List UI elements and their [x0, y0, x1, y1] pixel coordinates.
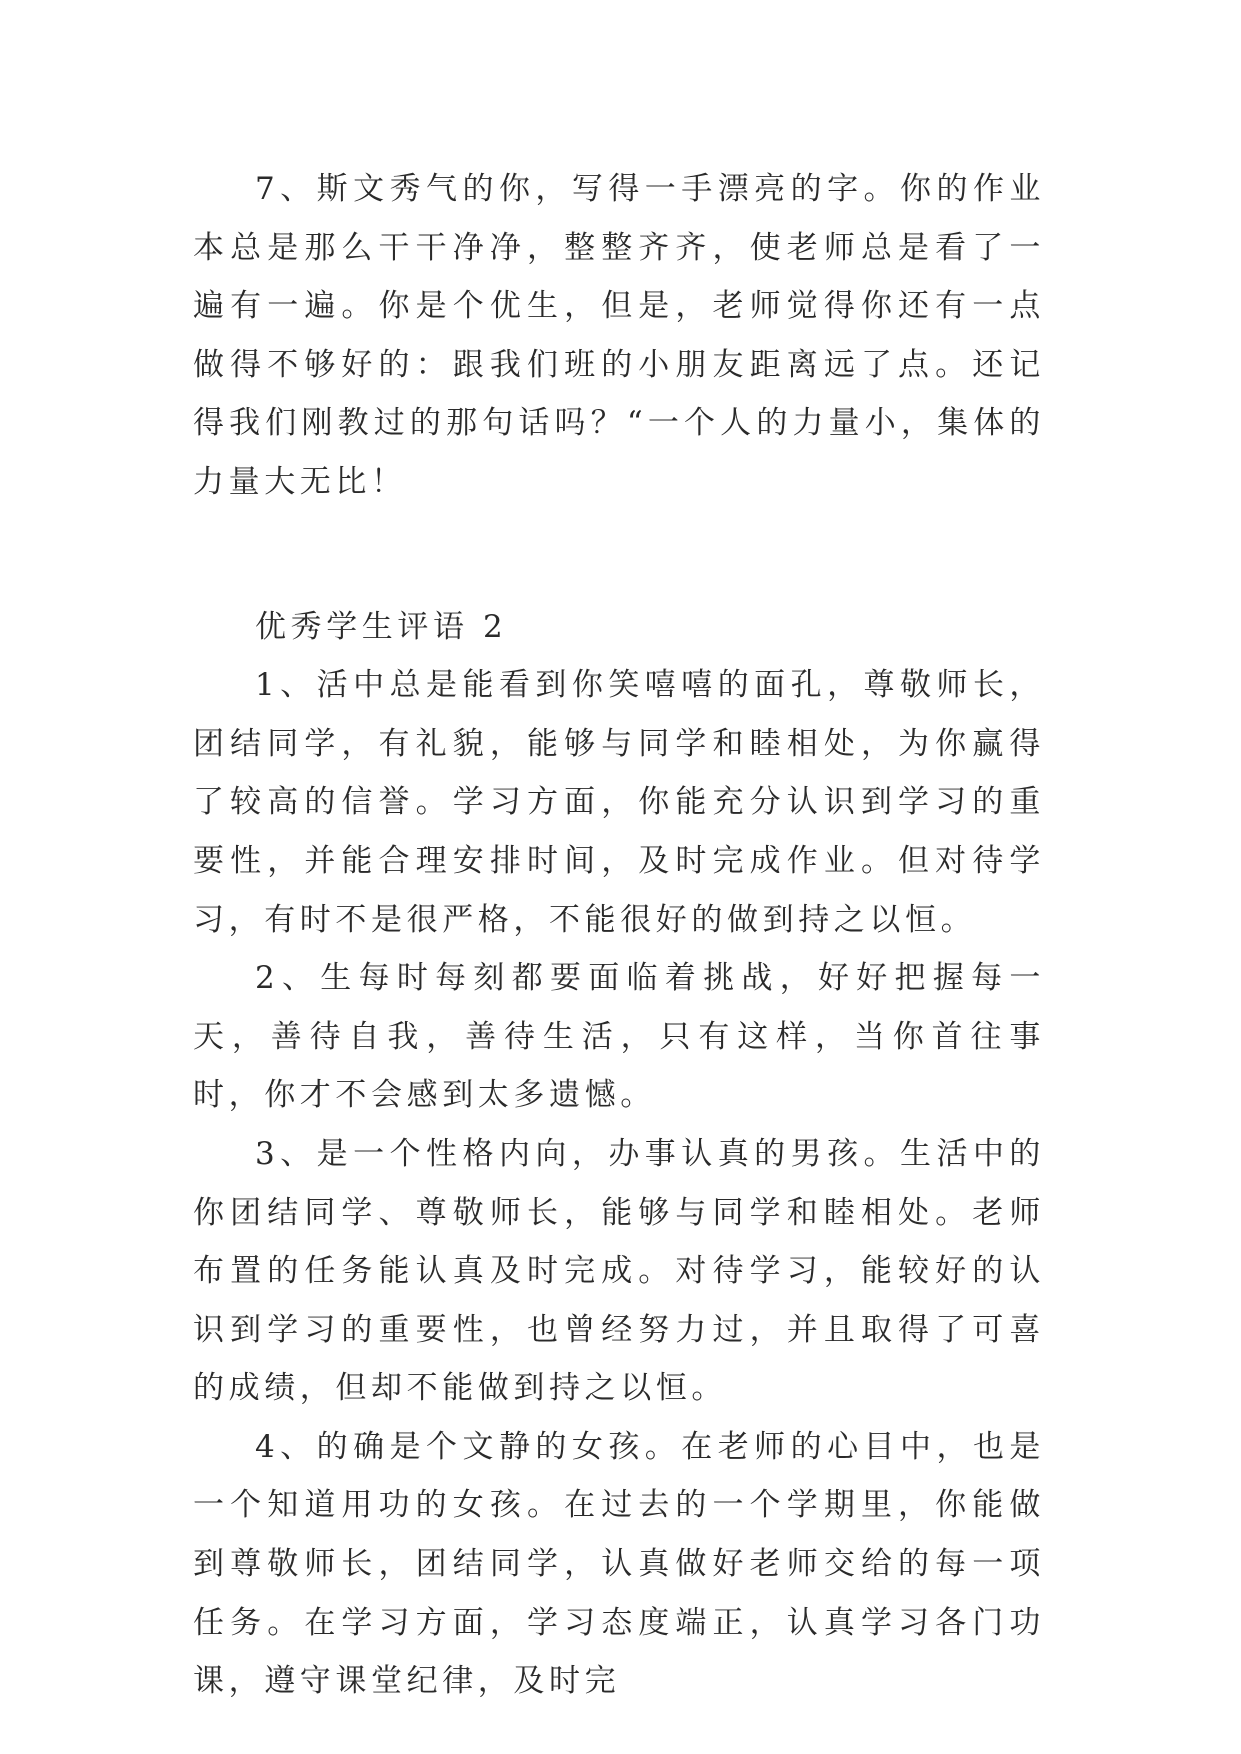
paragraph-1: 1、活中总是能看到你笑嘻嘻的面孔，尊敬师长，团结同学，有礼貌，能够与同学和睦相处，为你赢得了较高的信誉。学习方面，你能充分认识到学习的重要性，并能合理安排时间，及时完成作业。但对待学习，有时不是很严格，不能很好的做到持之以恒。 — [193, 667, 1045, 938]
section-gap — [193, 512, 1045, 598]
section-title: 优秀学生评语 2 — [255, 608, 508, 645]
paragraph-3: 3、是一个性格内向，办事认真的男孩。生活中的你团结同学、尊敬师长，能够与同学和睦相处。老师布置的任务能认真及时完成。对待学习，能较好的认识到学习的重要性，也曾经努力过，并且取得了可喜的成绩，但却不能做到持之以恒。 — [193, 1135, 1045, 1407]
paragraph-2: 2、生每时每刻都要面临着挑战，好好把握每一天，善待自我，善待生活，只有这样，当你首往事时，你才不会感到太多遗憾。 — [193, 960, 1045, 1114]
paragraph-4: 4、的确是个文静的女孩。在老师的心目中，也是一个知道用功的女孩。在过去的一个学期里，你能做到尊敬师长，团结同学，认真做好老师交给的每一项任务。在学习方面，学习态度端正，认真学习各门功课，遵守课堂纪律，及时完 — [193, 1428, 1045, 1700]
document-page — [193, 160, 1045, 1711]
paragraph-7: 7、斯文秀气的你，写得一手漂亮的字。你的作业本总是那么干干净净，整整齐齐，使老师总是看了一遍有一遍。你是个优生，但是，老师觉得你还有一点做得不够好的：跟我们班的小朋友距离远了点。还记得我们刚教过的那句话吗？“一个人的力量小，集体的力量大无比！ — [193, 171, 1045, 500]
